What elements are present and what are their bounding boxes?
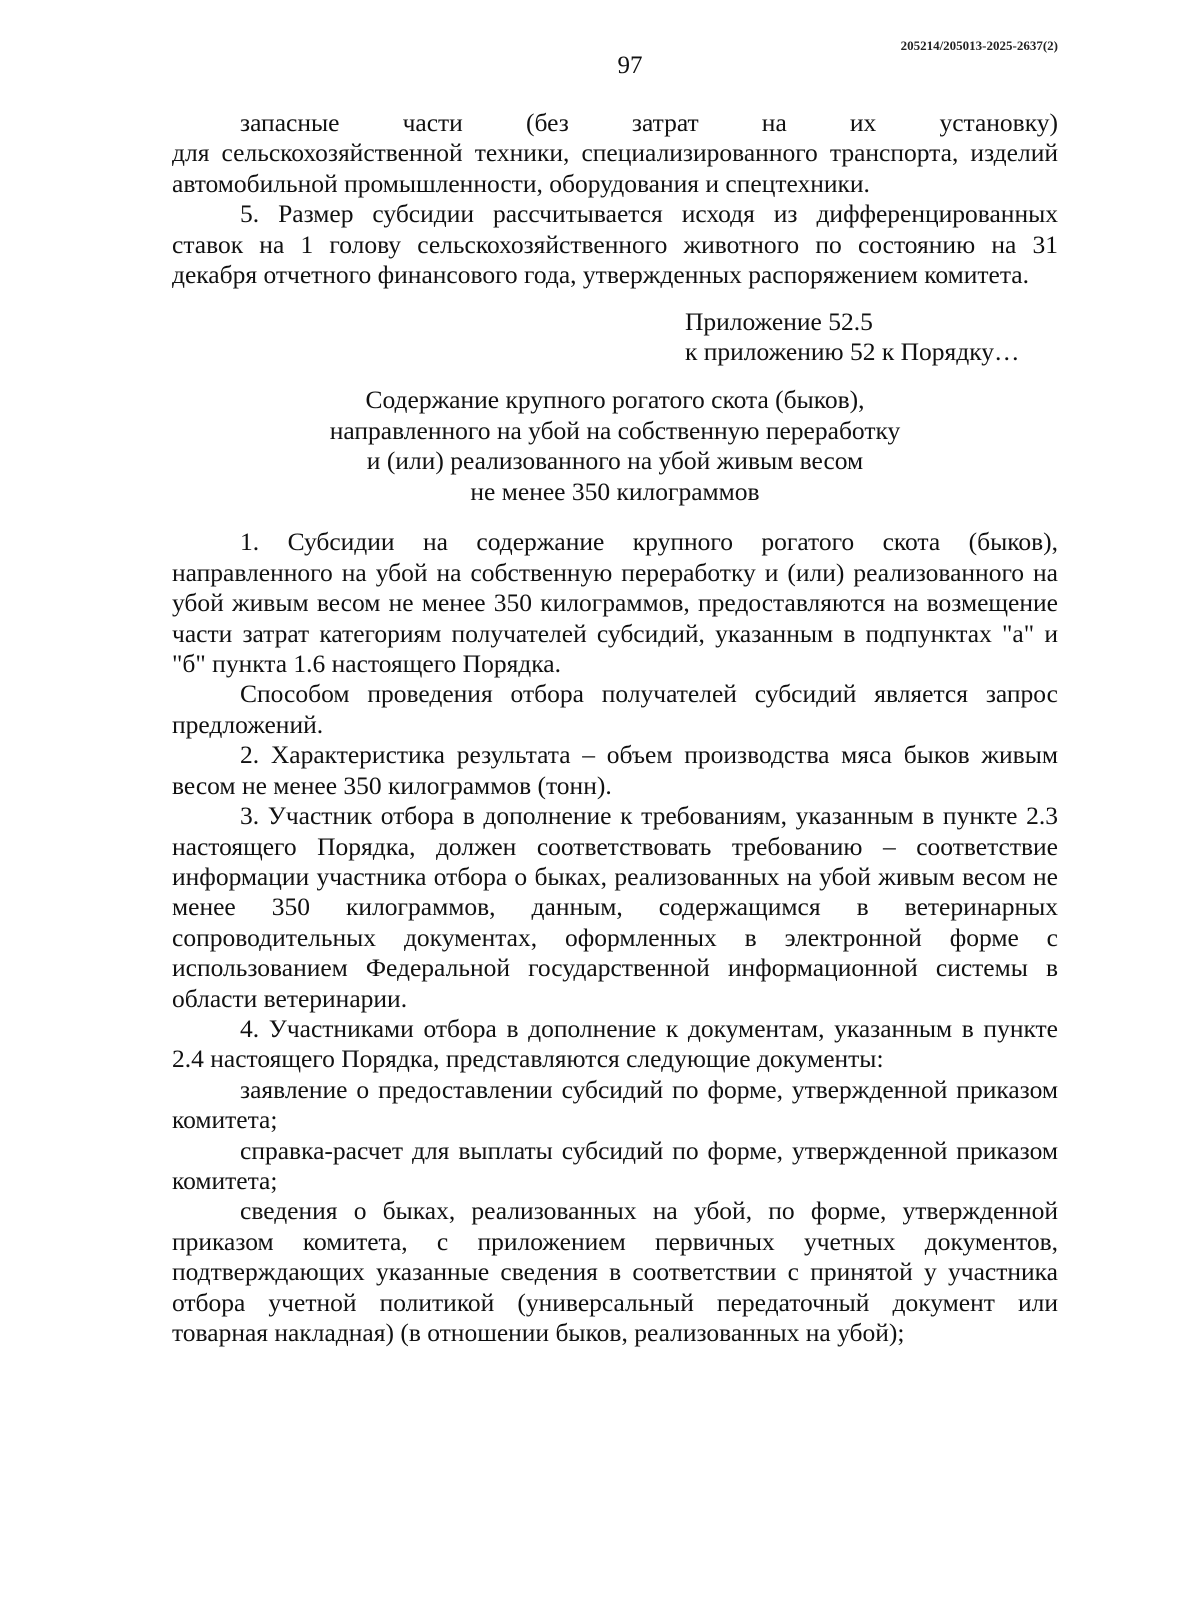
paragraph-3: 3. Участник отбора в дополнение к требованиям, указанным в пункте 2.3 настоящего Порядка, должен соответствовать требованию – соответствие информации участника отбора о быках, реализованных на убой живым весом не менее 350 килограммов, данным, содержащимся в ветеринарных сопроводительных документах, оформленных в электронной форме с использованием Федеральной государственной информационной системы в области ветеринарии. xyxy=(172,801,1058,1013)
list-item-application: заявление о предоставлении субсидий по форме, утвержденной приказом комитета; xyxy=(172,1074,1058,1135)
paragraph-2: 2. Характеристика результата – объем производства мяса быков живым весом не менее 350 килограммов (тонн). xyxy=(172,740,1058,800)
annex-reference xyxy=(172,307,1058,367)
document-body xyxy=(172,108,1058,1348)
title-line-1: Содержание крупного рогатого скота (быков), xyxy=(365,385,865,415)
annex-line-1: Приложение 52.5 xyxy=(685,307,873,337)
paragraph-4: 4. Участниками отбора в дополнение к документам, указанным в пункте 2.4 настоящего Порядка, представляются следующие документы: xyxy=(172,1013,1058,1074)
title-line-3: и (или) реализованного на убой живым весом xyxy=(366,446,864,476)
page-number: 97 xyxy=(617,52,643,79)
paragraph-spare-parts-rest: для сельскохозяйственной техники, специализированного транспорта, изделий автомобильной промышленности, оборудования и спецтехники. xyxy=(172,138,1058,198)
paragraph-selection-method: Способом проведения отбора получателей субсидий является запрос предложений. xyxy=(172,679,1058,739)
title-line-4: не менее 350 килограммов xyxy=(470,476,760,506)
title-line-2: направленного на убой на собственную переработку xyxy=(329,415,901,445)
section-title xyxy=(172,385,1058,507)
list-item-bulls-info: сведения о быках, реализованных на убой, по форме, утвержденной приказом комитета, с приложением первичных учетных документов, подтверждающих указанные сведения в соответствии с принятой у участника отбора учетной политикой (универсальный передаточный документ или товарная накладная) (в отношении быков, реализованных на убой); xyxy=(172,1196,1058,1347)
document-id: 205214/205013-2025-2637(2) xyxy=(900,38,1058,53)
list-item-calculation: справка-расчет для выплаты субсидий по форме, утвержденной приказом комитета; xyxy=(172,1135,1058,1195)
annex-line-2: к приложению 52 к Порядку… xyxy=(685,337,1020,367)
paragraph-spare-parts-line1: запасные части (без затрат на их установку) xyxy=(240,108,1058,137)
paragraph-1: 1. Субсидии на содержание крупного рогатого скота (быков), направленного на убой на собственную переработку и (или) реализованного на убой живым весом не менее 350 килограммов, предоставляются на возмещение части затрат категориям получателей субсидий, указанным в подпунктах "а" и "б" пункта 1.6 настоящего Порядка. xyxy=(172,527,1058,679)
paragraph-subsidy-size: 5. Размер субсидии рассчитывается исходя из дифференцированных ставок на 1 голову сельскохозяйственного животного по состоянию на 31 декабря отчетного финансового года, утвержденных распоряжением комитета. xyxy=(172,199,1058,290)
